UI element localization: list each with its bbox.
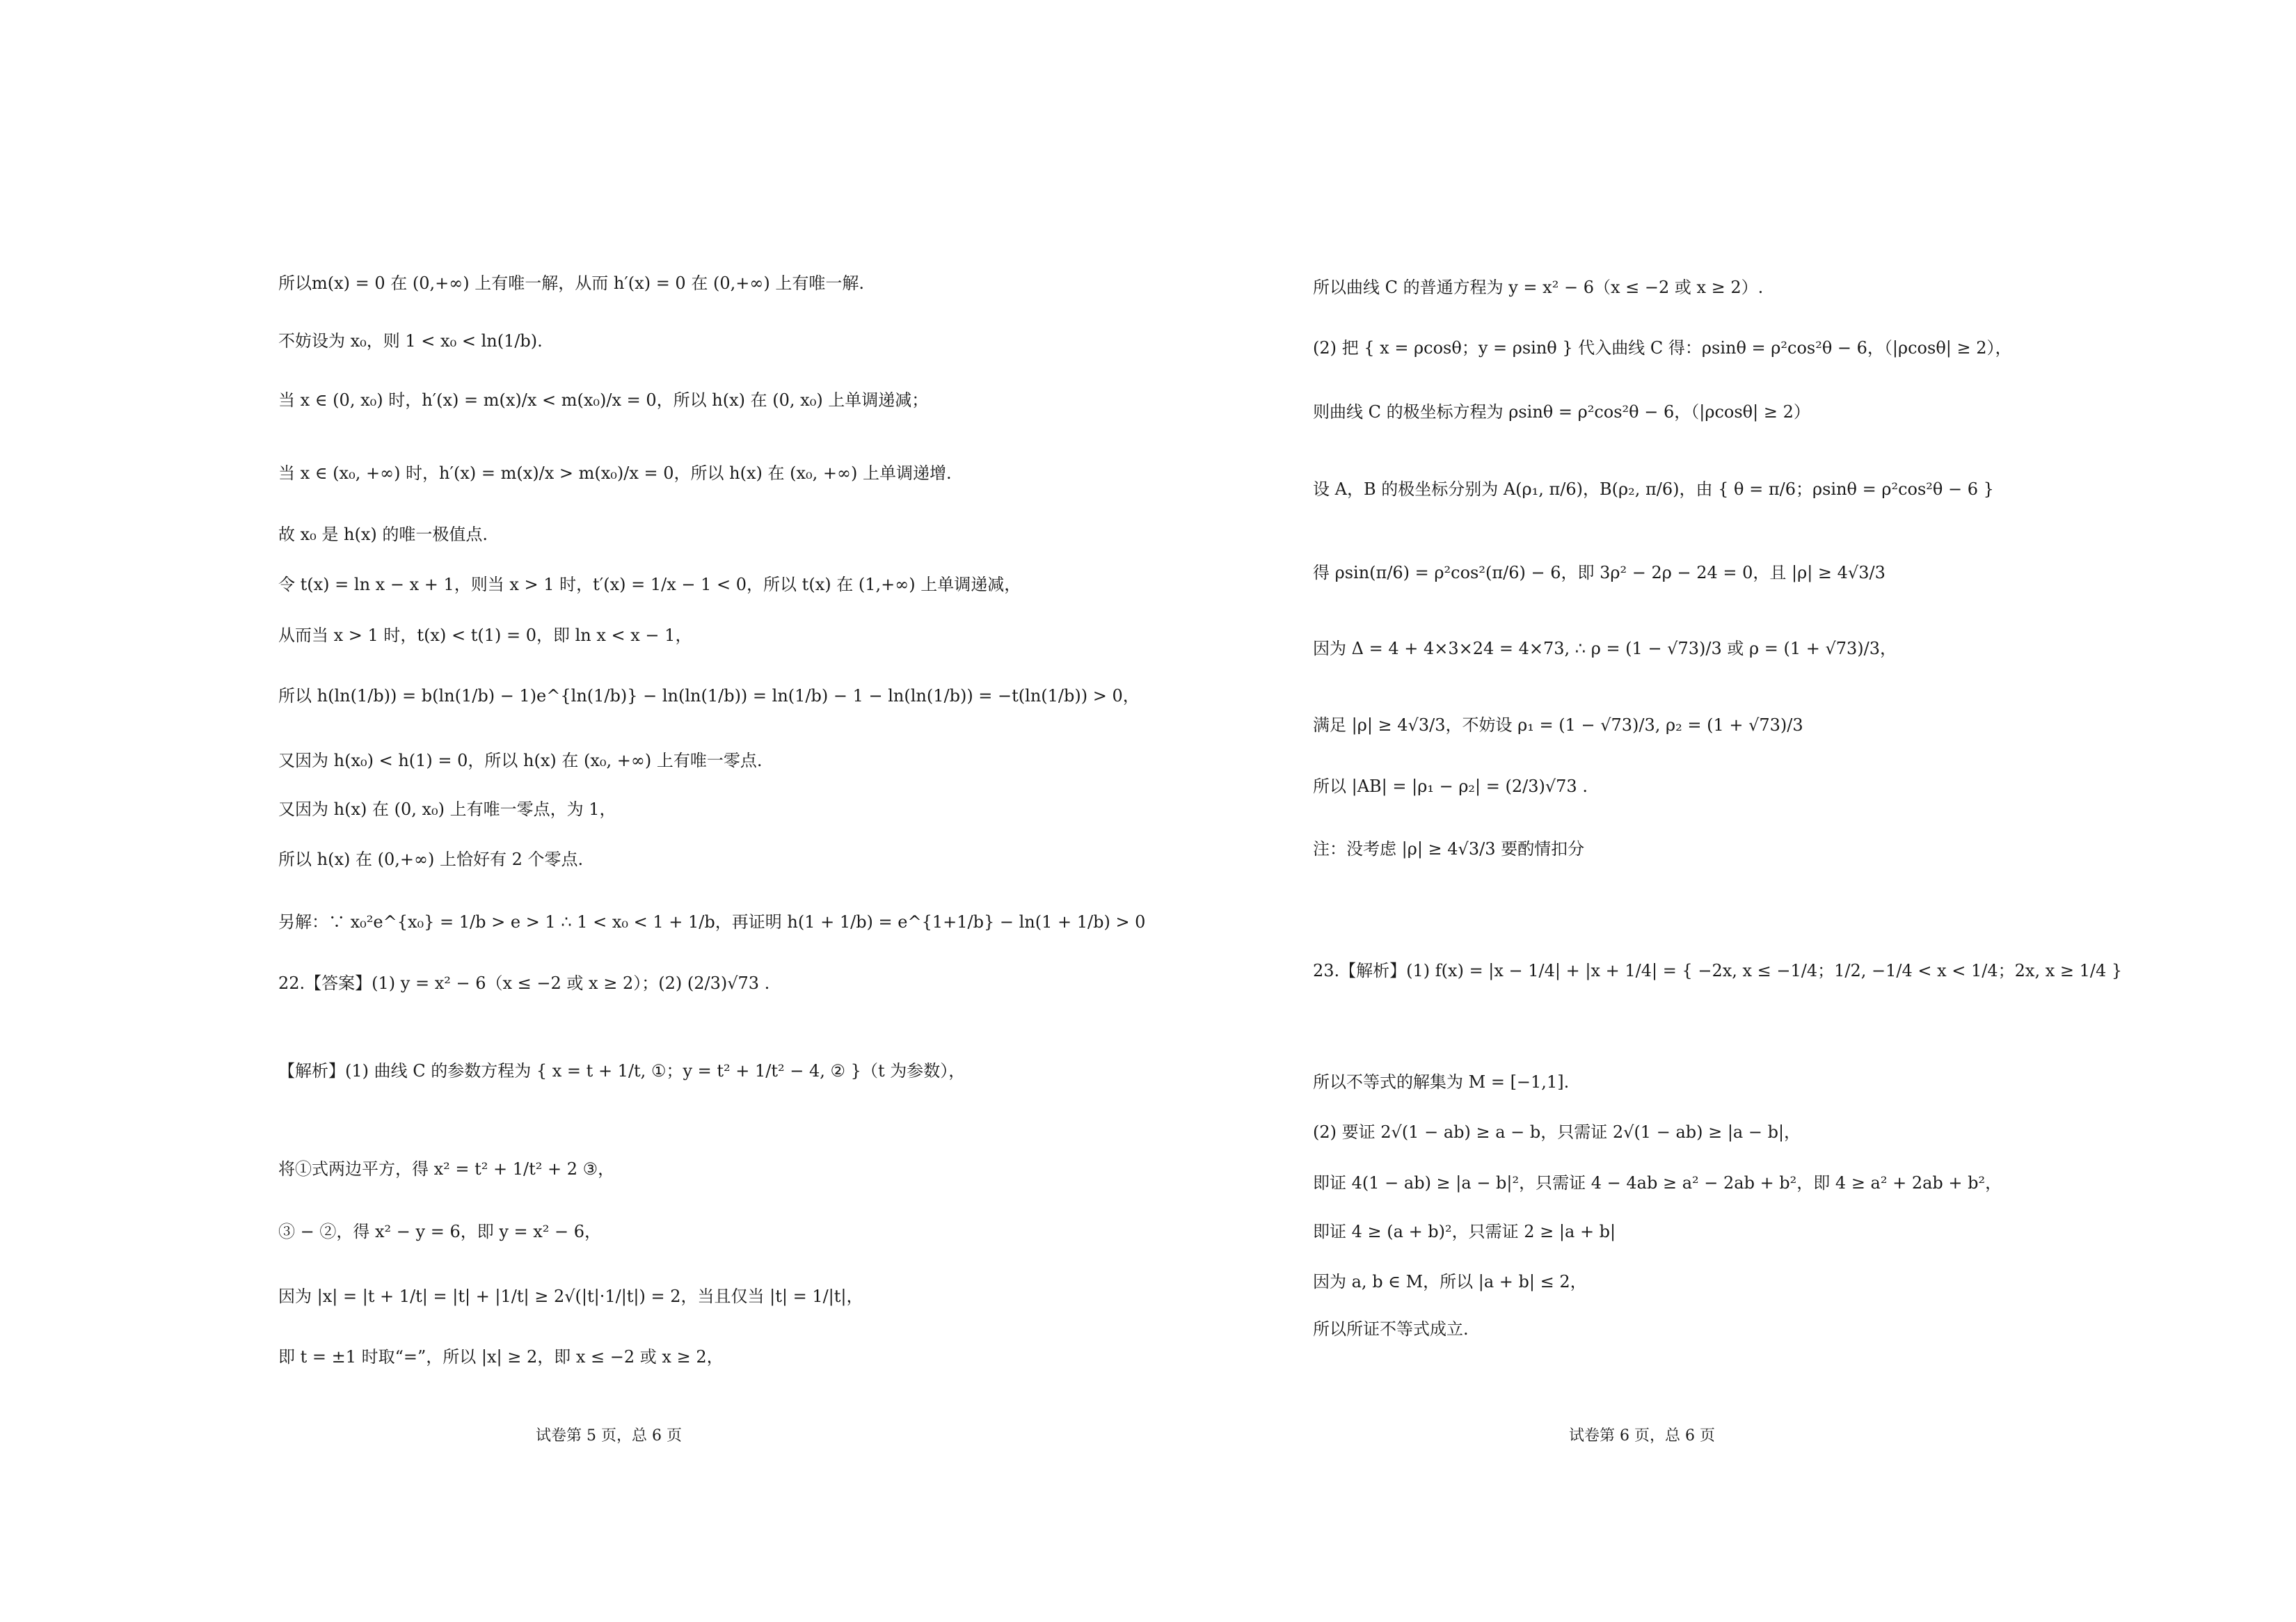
right-line-13: 即证 4(1 − ab) ≥ |a − b|²，只需证 4 − 4ab ≥ a² − 2ab + b²，即 4 ≥ a² + 2ab + b²，	[1313, 1173, 2002, 1193]
left-line-3: 当 x ∈ (0, x₀) 时，h′(x) = m(x)/x < m(x₀)/x = 0，所以 h(x) 在 (0, x₀) 上单调递减；	[278, 390, 929, 410]
left-line-6: 令 t(x) = ln x − x + 1，则当 x > 1 时，t′(x) = 1/x − 1 < 0，所以 t(x) 在 (1,+∞) 上单调递减，	[278, 575, 1021, 594]
left-line-13: 22.【答案】(1) y = x² − 6（x ≤ −2 或 x ≥ 2）；(2) (2/3)√73 .	[278, 973, 770, 993]
left-line-12: 另解：∵ x₀²e^{x₀} = 1/b > e > 1 ∴ 1 < x₀ < 1 + 1/b，再证明 h(1 + 1/b) = e^{1+1/b} − ln(1 + 1/b) > 0	[278, 912, 1146, 932]
right-line-16: 所以所证不等式成立.	[1313, 1319, 1469, 1339]
right-line-12: (2) 要证 2√(1 − ab) ≥ a − b，只需证 2√(1 − ab) ≥ |a − b|，	[1313, 1122, 1801, 1142]
left-line-17: 因为 |x| = |t + 1/t| = |t| + |1/t| ≥ 2√(|t|·1/|t|) = 2，当且仅当 |t| = 1/|t|，	[278, 1287, 863, 1306]
right-page-footer: 试卷第 6 页，总 6 页	[1569, 1427, 1715, 1445]
right-line-2: (2) 把 { x = ρcosθ；y = ρsinθ } 代入曲线 C 得：ρsinθ = ρ²cos²θ − 6，（|ρcosθ| ≥ 2），	[1313, 338, 2012, 358]
left-page-footer: 试卷第 5 页，总 6 页	[536, 1427, 682, 1445]
right-line-7: 满足 |ρ| ≥ 4√3/3，不妨设 ρ₁ = (1 − √73)/3, ρ₂ = (1 + √73)/3	[1313, 715, 1803, 735]
left-line-5: 故 x₀ 是 h(x) 的唯一极值点.	[278, 525, 488, 544]
right-line-4: 设 A，B 的极坐标分别为 A(ρ₁, π/6)，B(ρ₂, π/6)，由 { θ = π/6；ρsinθ = ρ²cos²θ − 6 }	[1313, 479, 1994, 499]
left-line-1: 所以m(x) = 0 在 (0,+∞) 上有唯一解，从而 h′(x) = 0 在 (0,+∞) 上有唯一解.	[278, 273, 864, 293]
left-line-9: 又因为 h(x₀) < h(1) = 0，所以 h(x) 在 (x₀, +∞) 上有唯一零点.	[278, 751, 763, 770]
right-line-8: 所以 |AB| = |ρ₁ − ρ₂| = (2/3)√73 .	[1313, 777, 1588, 796]
right-line-14: 即证 4 ≥ (a + b)²，只需证 2 ≥ |a + b|	[1313, 1222, 1616, 1241]
left-line-11: 所以 h(x) 在 (0,+∞) 上恰好有 2 个零点.	[278, 850, 584, 869]
left-line-15: 将①式两边平方，得 x² = t² + 1/t² + 2 ③，	[278, 1159, 615, 1179]
left-line-10: 又因为 h(x) 在 (0, x₀) 上有唯一零点，为 1，	[278, 800, 616, 819]
right-line-5: 得 ρsin(π/6) = ρ²cos²(π/6) − 6，即 3ρ² − 2ρ − 24 = 0，且 |ρ| ≥ 4√3/3	[1313, 563, 1886, 582]
left-line-7: 从而当 x > 1 时，t(x) < t(1) = 0，即 ln x < x − 1，	[278, 626, 692, 645]
left-line-18: 即 t = ±1 时取“=”，所以 |x| ≥ 2，即 x ≤ −2 或 x ≥ 2，	[278, 1347, 724, 1367]
right-line-15: 因为 a, b ∈ M，所以 |a + b| ≤ 2，	[1313, 1272, 1587, 1291]
right-line-11: 所以不等式的解集为 M = [−1,1].	[1313, 1072, 1570, 1092]
right-line-9: 注：没考虑 |ρ| ≥ 4√3/3 要酌情扣分	[1313, 839, 1585, 859]
right-line-1: 所以曲线 C 的普通方程为 y = x² − 6（x ≤ −2 或 x ≥ 2）.	[1313, 278, 1764, 297]
left-line-8: 所以 h(ln(1/b)) = b(ln(1/b) − 1)e^{ln(1/b)} − ln(ln(1/b)) = ln(1/b) − 1 − ln(ln(1/b)) = −t(ln(1/b)) > 0，	[278, 686, 1140, 706]
left-line-4: 当 x ∈ (x₀, +∞) 时，h′(x) = m(x)/x > m(x₀)/x = 0，所以 h(x) 在 (x₀, +∞) 上单调递增.	[278, 463, 952, 483]
left-line-16: ③ − ②，得 x² − y = 6，即 y = x² − 6，	[278, 1222, 602, 1241]
left-line-14: 【解析】(1) 曲线 C 的参数方程为 { x = t + 1/t, ①；y = t² + 1/t² − 4, ② }（t 为参数），	[278, 1061, 966, 1081]
left-line-2: 不妨设为 x₀，则 1 < x₀ < ln(1/b).	[278, 331, 543, 351]
right-line-3: 则曲线 C 的极坐标方程为 ρsinθ = ρ²cos²θ − 6，（|ρcosθ| ≥ 2）	[1313, 402, 1810, 422]
right-line-10: 23.【解析】(1) f(x) = |x − 1/4| + |x + 1/4| = { −2x, x ≤ −1/4；1/2, −1/4 < x < 1/4；2x, x ≥ 1/4 }	[1313, 961, 2123, 980]
right-line-6: 因为 Δ = 4 + 4×3×24 = 4×73, ∴ ρ = (1 − √73)/3 或 ρ = (1 + √73)/3，	[1313, 639, 1897, 658]
